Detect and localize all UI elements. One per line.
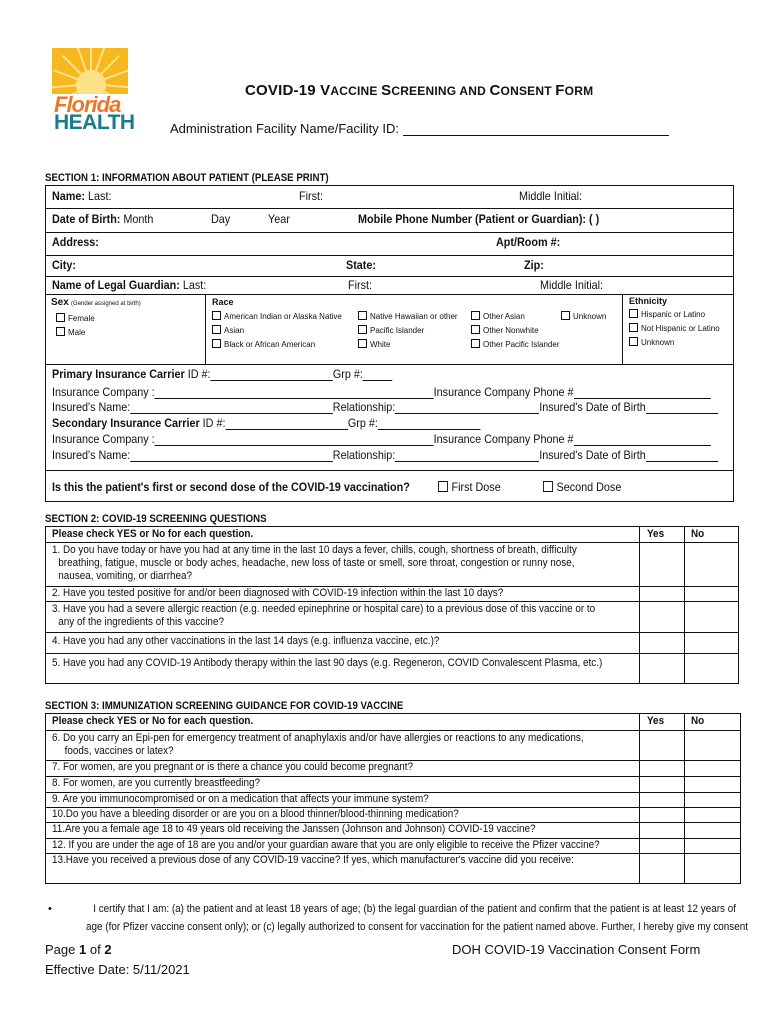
guardian-first[interactable]: First: [348, 278, 373, 292]
question-7: 7. For women, are you pregnant or is there a chance you could become pregnant? [52, 761, 414, 773]
facility-label: Administration Facility Name/Facility ID: [170, 121, 399, 136]
yes-header: Yes [647, 715, 665, 727]
sun-graphic [52, 48, 128, 94]
section1-box: Name: Last: First: Middle Initial: Date of Birth: Month Day Year Mobile Phone Number (Patient or Guardian): ( ) Address: Apt/Room #: City: State: Zip: Name of Legal Guardian: Last: First: Middle Initial: Sex (Gender assigned at birth) Female Male Race American Indian or Alaska Native Asian Black or African American Native Hawaiian or other Pacific Islander White Other Asian Other Nonwhite Other Pacific Islander Unknown Ethnicity Hispanic or Latino Not Hispanic or Latino Unknown Primary Insurance Carrier ID #: Grp #: Insurance Company : Insurance Company Phone # Insured's Name: Relationship: Insured's Date of Birth Secondary Insurance Carrier ID #: Grp #: Insurance Company : Insurance Company Phone # Insured's Name: Relationship: Insured's Date of Birth Is this the patient's first or second dose of the COVID-19 vaccination? First Dose Second Dose [45, 185, 734, 502]
race-option[interactable]: Other Asian [471, 311, 525, 321]
question-8: 8. For women, are you currently breastfeeding? [52, 777, 261, 789]
primary-id-input[interactable] [210, 369, 332, 381]
guardian-label: Name of Legal Guardian: [52, 278, 180, 292]
certification-line-2: age (for Pfizer vaccine consent only); or (c) legally authorized to consent for vaccination for the patient named above. Further, I hereby give my consent [86, 921, 749, 933]
question-1: 1. Do you have today or have you had at any time in the last 10 days a fever, chills, cough, shortness of breath, difficulty breathing, fatigue, muscle or body aches, headache, new loss of taste or smell, sore throat, congestion or runny nose, nausea, vomiting, or diarrhea? [52, 544, 577, 582]
facility-input-line[interactable] [403, 123, 669, 136]
ins-phone-input[interactable] [574, 434, 711, 446]
address-label[interactable]: Address: [52, 235, 99, 249]
state-label[interactable]: State: [346, 258, 377, 272]
no-header: No [691, 715, 705, 727]
insured-dob-label: Insured's Date of Birth [539, 400, 646, 414]
relationship-input[interactable] [395, 450, 539, 462]
secondary-id-input[interactable] [225, 418, 347, 430]
table-instruction: Please check YES or No for each question. [52, 528, 254, 540]
sex-note: (Gender assigned at birth) [71, 301, 141, 307]
question-13: 13.Have you received a previous dose of any COVID-19 vaccine? If yes, which manufacturer's vaccine did you receive: [52, 854, 574, 866]
sex-option-female[interactable]: Female [56, 313, 95, 323]
checkbox-icon[interactable] [438, 481, 448, 492]
ethnicity-option[interactable]: Not Hispanic or Latino [629, 323, 720, 333]
last-name-label[interactable]: Last: [88, 189, 112, 203]
no-header: No [691, 528, 705, 540]
guardian-last[interactable]: Last: [182, 278, 207, 292]
ethnicity-label: Ethnicity [629, 296, 668, 306]
ethnicity-option[interactable]: Unknown [629, 337, 674, 347]
primary-insurance-label: Primary Insurance Carrier [52, 367, 185, 381]
insured-name-input[interactable] [130, 402, 333, 414]
ins-company-input[interactable] [155, 387, 434, 399]
sex-option-male[interactable]: Male [56, 327, 85, 337]
checkbox-icon[interactable] [56, 313, 65, 322]
ethnicity-option[interactable]: Hispanic or Latino [629, 309, 705, 319]
dob-year[interactable]: Year [268, 212, 290, 226]
ins-company-input[interactable] [155, 434, 434, 446]
secondary-grp-input[interactable] [378, 418, 481, 430]
ins-phone-label: Insurance Company Phone # [433, 385, 574, 399]
certification-line-1: I certify that I am: (a) the patient and at least 18 years of age; (b) the legal guardian of the patient and confirm that the patient is at least 12 years of [93, 903, 736, 915]
form-name: DOH COVID-19 Vaccination Consent Form [452, 942, 701, 957]
page-number: Page 1 of 2 [45, 942, 112, 957]
race-option[interactable]: Black or African American [212, 339, 315, 349]
insured-dob-input[interactable] [646, 450, 718, 462]
primary-grp-input[interactable] [363, 369, 393, 381]
race-option[interactable]: Native Hawaiian or other [358, 311, 458, 321]
section3-table [45, 713, 741, 884]
ins-phone-input[interactable] [574, 387, 711, 399]
table-instruction: Please check YES or No for each question. [52, 715, 254, 727]
ins-company-label: Insurance Company : [52, 385, 155, 399]
facility-field[interactable] [170, 121, 669, 136]
middle-initial-label[interactable]: Middle Initial: [519, 189, 583, 203]
secondary-insurance-label: Secondary Insurance Carrier [52, 416, 200, 430]
first-dose-option[interactable]: First Dose [438, 480, 501, 494]
race-label: Race [212, 297, 234, 307]
florida-health-logo [52, 48, 135, 134]
bullet: • [48, 903, 52, 915]
checkbox-icon[interactable] [56, 327, 65, 336]
race-option[interactable]: White [358, 339, 390, 349]
race-option[interactable]: Other Nonwhite [471, 325, 539, 335]
question-2: 2. Have you tested positive for and/or been diagnosed with COVID-19 infection within the last 10 days? [52, 587, 504, 599]
question-11: 11.Are you a female age 18 to 49 years old receiving the Janssen (Johnson and Johnson) COVID-19 vaccine? [52, 823, 536, 835]
name-label: Name: [52, 189, 86, 203]
relationship-label: Relationship: [332, 400, 396, 414]
insured-name-label: Insured's Name: [52, 400, 131, 414]
relationship-input[interactable] [395, 402, 539, 414]
logo-word-florida: Florida [54, 92, 121, 117]
yes-header: Yes [647, 528, 665, 540]
question-3: 3. Have you had a severe allergic reaction (e.g. needed epinephrine or hospital care) to a previous dose of this vaccine or to any of the ingredients of this vaccine? [52, 603, 596, 628]
dob-day[interactable]: Day [211, 212, 231, 226]
form-title: COVID-19 VACCINE SCREENING AND CONSENT FORM [245, 82, 594, 99]
second-dose-option[interactable]: Second Dose [543, 480, 621, 494]
question-12: 12. If you are under the age of 18 are you and/or your guardian aware that you are only eligible to receive the Pfizer vaccine? [52, 839, 600, 851]
race-option[interactable]: Asian [212, 325, 244, 335]
question-6: 6. Do you carry an Epi-pen for emergency treatment of anaphylaxis and/or have allergies or reactions to any medications, foods, vaccines or latex? [52, 732, 584, 757]
sex-label: Sex [51, 297, 69, 308]
race-option[interactable]: American Indian or Alaska Native [212, 311, 342, 321]
phone-field[interactable]: ( ) [589, 212, 600, 226]
section1-heading: SECTION 1: INFORMATION ABOUT PATIENT (PLEASE PRINT) [45, 172, 329, 184]
question-10: 10.Do you have a bleeding disorder or are you on a blood thinner/blood-thinning medication? [52, 808, 459, 820]
dose-question: Is this the patient's first or second dose of the COVID-19 vaccination? [52, 480, 410, 494]
city-label[interactable]: City: [52, 258, 77, 272]
dob-label: Date of Birth: [52, 212, 121, 226]
race-option[interactable]: Unknown [561, 311, 606, 321]
checkbox-icon[interactable] [543, 481, 553, 492]
question-9: 9. Are you immunocompromised or on a medication that affects your immune system? [52, 793, 429, 805]
race-option[interactable]: Other Pacific Islander [471, 339, 559, 349]
insured-dob-input[interactable] [646, 402, 718, 414]
logo-word-health: HEALTH [54, 111, 135, 134]
phone-label: Mobile Phone Number (Patient or Guardian): [358, 212, 587, 226]
guardian-middle[interactable]: Middle Initial: [540, 278, 604, 292]
dob-month[interactable]: Month [123, 212, 154, 226]
apt-room-label[interactable]: Apt/Room #: [496, 235, 561, 249]
section3-heading: SECTION 3: IMMUNIZATION SCREENING GUIDANCE FOR COVID-19 VACCINE [45, 700, 404, 712]
section2-heading: SECTION 2: COVID-19 SCREENING QUESTIONS [45, 513, 267, 525]
first-name-label[interactable]: First: [299, 189, 324, 203]
effective-date: Effective Date: 5/11/2021 [45, 962, 190, 977]
section2-table [45, 526, 739, 684]
question-5: 5. Have you had any COVID-19 Antibody therapy within the last 90 days (e.g. Regeneron, COVID Convalescent Plasma, etc.) [52, 657, 603, 669]
question-4: 4. Have you had any other vaccinations in the last 14 days (e.g. influenza vaccine, etc.)? [52, 635, 440, 647]
zip-label[interactable]: Zip: [524, 258, 544, 272]
race-option[interactable]: Pacific Islander [358, 325, 424, 335]
insured-name-input[interactable] [130, 450, 333, 462]
